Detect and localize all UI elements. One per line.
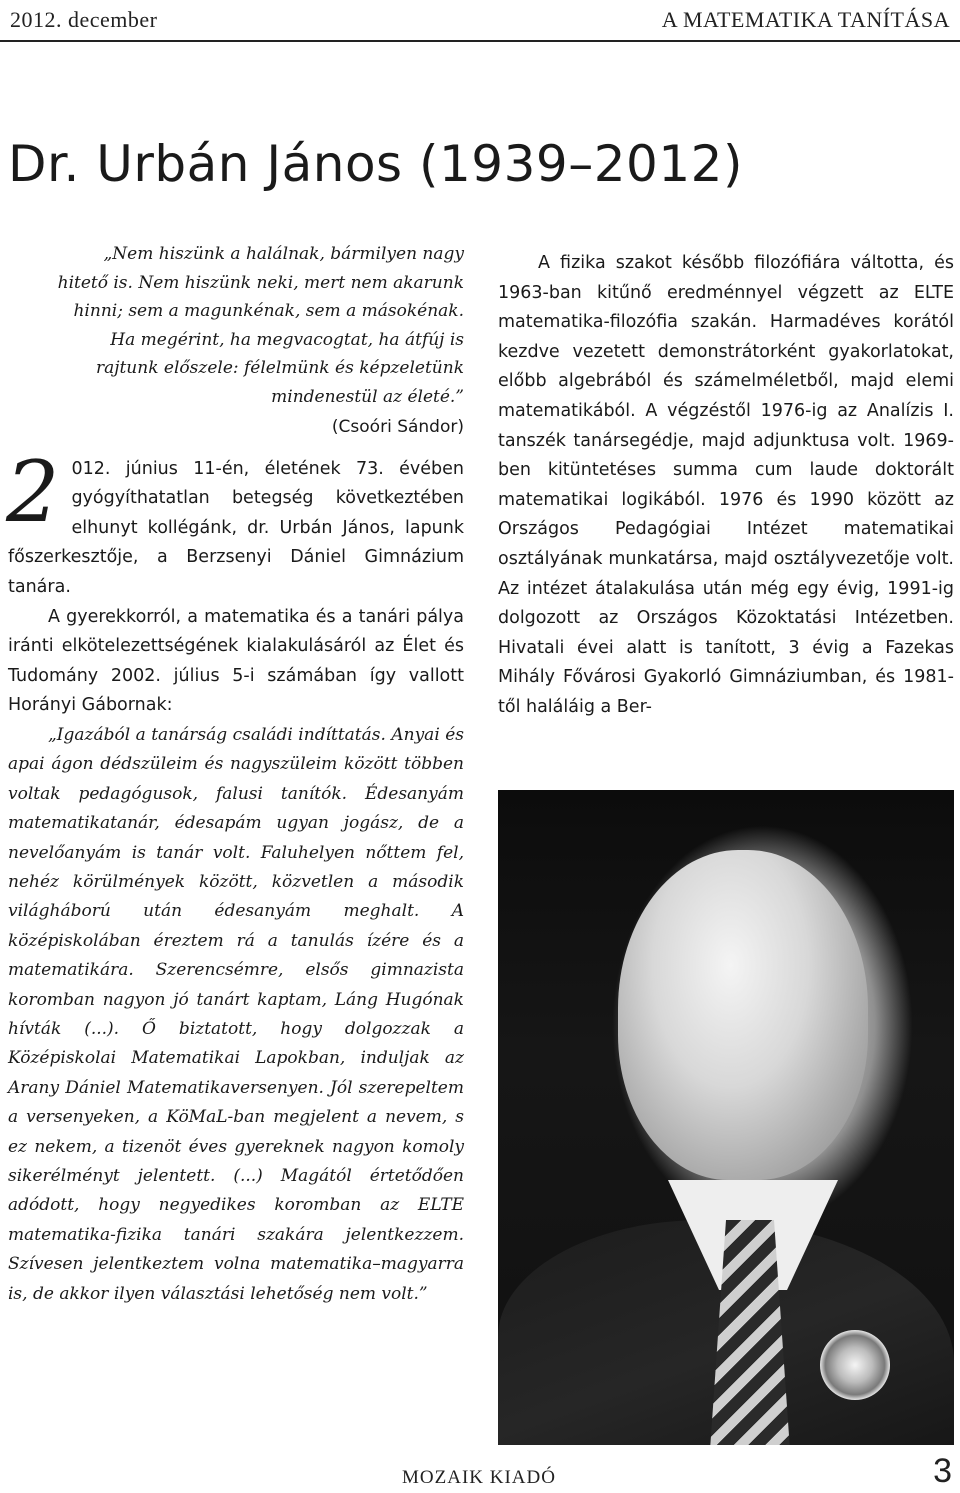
interview-quote: „Igazából a tanárság családi indíttatás. Anyai és apai ágon dédszüleim és nagyszüleim között többen voltak pedagógusok, falusi tanítók. Édesanyám matematikatanár, édesapám ugyan jogász, de a nevelőanyám is tanár volt. Faluhelyen nőttem fel, nehéz körülmények között, közvetlen a második világháború után édesanyám meghalt. A középiskolában éreztem rá a tanulás ízére és a matematikára. Szerencsémre, elsős gimnazista koromban nagyon jó tanárt kaptam, Láng Hugónak hívták (...). Ő biztatott, hogy dolgozzak a Középiskolai Matematikai Lapokban, induljak az Arany Dániel Matematikaversenyen. Jól szerepeltem a versenyeken, a KöMaL-ban megjelent a nevem, s ez nekem, a tizenöt éves gyereknek nagyon komoly sikerélményt jelentett. (...) Magától értetődően adódott, hogy negyedikes koromban az ELTE matematika-fizika tanári szakára jelentkezzem. Szívesen jelentkeztem volna matematika–magyarra is, de akkor ilyen választási lehetőség nem volt.” bbox=[8, 724, 464, 1304]
portrait-photo bbox=[498, 790, 954, 1445]
lead-paragraph bbox=[6, 442, 464, 603]
issue-date: 2012. december bbox=[10, 7, 158, 32]
cockade-rosette bbox=[820, 1330, 890, 1400]
article-title: Dr. Urbán János (1939–2012) bbox=[8, 135, 743, 193]
publisher-name: MOZAIK KIADÓ bbox=[402, 1467, 556, 1488]
header-rule bbox=[0, 40, 960, 42]
interview-intro: A gyerekkorról, a matematika és a tanári pálya iránti elkötelezettségének kialakulásáról az Élet és Tudomány 2002. július 5-i számában így vallott Horányi Gábornak: bbox=[8, 606, 464, 716]
journal-name: A MATEMATIKA TANÍTÁSA bbox=[661, 7, 950, 32]
photo-face bbox=[618, 850, 868, 1180]
drop-cap: 2 bbox=[6, 442, 60, 541]
motto-text: „Nem hiszünk a halálnak, bármilyen nagy hitető is. Nem hiszünk neki, mert nem akarunk hinni; sem a magunkénak, sem a másokénak. Ha megérint, ha megvacogtat, ha átfúj is rajtunk előszele: félelmünk és képzeletünk mindenestül az életé.” bbox=[57, 244, 464, 407]
right-column bbox=[498, 249, 954, 723]
right-column-text: A fizika szakot később filozófiára váltotta, és 1963-ban kitűnő eredménnyel végzett az ELTE matematika-filozófia szakán. Harmadéves korától kezdve vezetett demonstrátorként gyakorlatokat, előbb algebrából és számelméletből, majd elemi matematikából. A végzéstől 1976-ig az Analízis I. tanszék tanársegédje, majd adjunktusa volt. 1969-ben kitüntetéses summa cum laude doktorált matematikai logikából. 1976 és 1990 között az Országos Pedagógiai Intézet matematikai osztályának munkatársa, majd osztályvezetője volt. Az intézet átalakulása után még egy évig, 1991-ig dolgozott az Országos Közoktatási Intézetben. Hivatali évei alatt is tanított, 3 évig a Fazekas Mihály Fővárosi Gyakorló Gimnáziumban, és 1981-től haláláig a Ber- bbox=[498, 253, 954, 717]
lead-text: 012. június 11-én, életének 73. évében gyógyíthatatlan betegség következtében elhunyt kollégánk, dr. Urbán János, lapunk főszerkesztője, a Berzsenyi Dániel Gimnázium tanára. bbox=[8, 458, 464, 597]
page-header bbox=[0, 0, 960, 40]
page-number: 3 bbox=[933, 1452, 952, 1490]
motto-author: (Csoóri Sándor) bbox=[331, 417, 464, 437]
left-column bbox=[8, 240, 464, 1309]
